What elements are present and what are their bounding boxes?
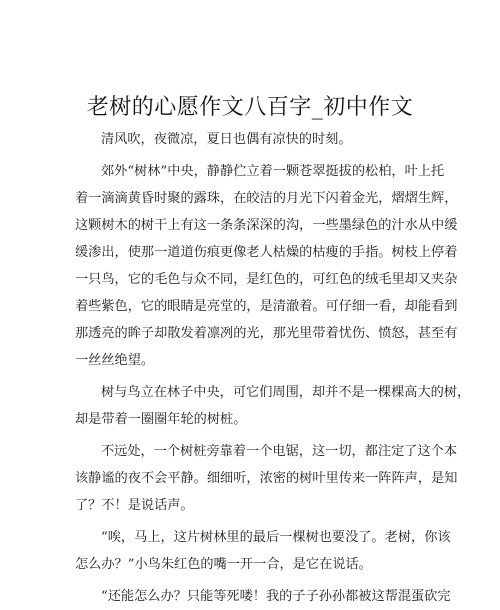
paragraph-line: 这颗树木的树干上有这一条条深深的沟，一些墨绿色的汁水从中缓 xyxy=(75,218,458,233)
paragraph-line: 树与鸟立在林子中央，可它们周围，却并不是一棵棵高大的树， xyxy=(101,385,471,400)
paragraph-line: 着些紫色，它的眼睛是亮堂的，是清澈着。可仔细一看，却能看到 xyxy=(75,299,458,314)
paragraph-line: 一丝丝绝望。 xyxy=(75,353,155,368)
paragraph-line: “唉，马上，这片树林里的最后一棵树也要没了。老树，你该 xyxy=(101,530,451,545)
paragraph-line: 着一滴滴黄昏时聚的露珠，在皎洁的月光下闪着金光，熠熠生辉， xyxy=(75,191,458,206)
document-title: 老树的心愿作文八百字_初中作文 xyxy=(86,95,414,120)
paragraph-line: 却是带着一圈圈年轮的树桩。 xyxy=(75,412,247,427)
paragraph-line: 清风吹，夜微凉，夏日也偶有凉快的时刻。 xyxy=(101,132,352,147)
paragraph-line: 郊外“树林”中央，静静伫立着一颗苍翠挺拔的松柏，叶上托 xyxy=(101,164,445,179)
paragraph-line: 怎么办？”小鸟朱红色的嘴一开一合，是它在说话。 xyxy=(75,557,372,572)
paragraph-line: 那透亮的眸子却散发着凛冽的光，那光里带着忧伤、愤怒，甚至有 xyxy=(75,326,458,341)
article-body xyxy=(75,126,471,610)
paragraph-line: 该静谧的夜不会平静。细细听，浓密的树叶里传来一阵阵声，是知 xyxy=(75,471,458,486)
paragraph-line: 一只鸟，它的毛色与众不同，是红色的，可红色的绒毛里却又夹杂 xyxy=(75,272,458,287)
paragraph-line: 了？不！是说话声。 xyxy=(75,498,194,513)
paragraph-line: 缓渗出，使那一道道伤痕更像老人枯燥的枯瘦的手指。树枝上停着 xyxy=(75,245,458,260)
paragraph-line: “还能怎么办？只能等死喽！我的子子孙孙都被这帮混蛋砍完 xyxy=(101,589,451,604)
paragraph-line: 不远处，一个树桩旁靠着一个电锯，这一切，都注定了这个本 xyxy=(101,444,458,459)
